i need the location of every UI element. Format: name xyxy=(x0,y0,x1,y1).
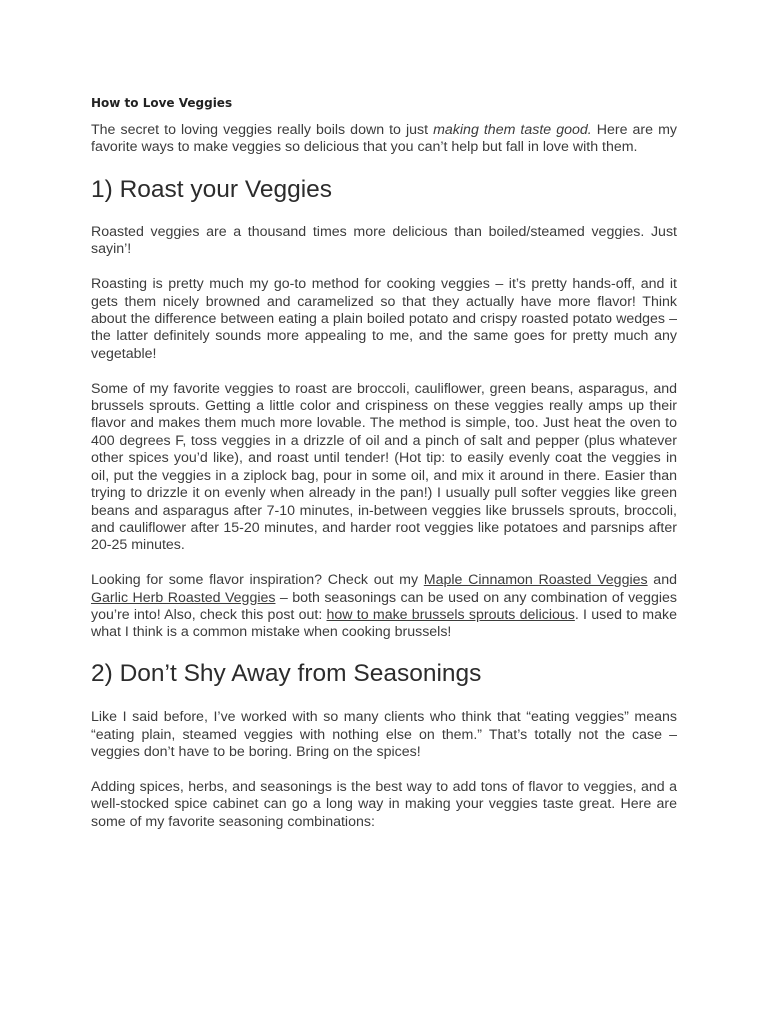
maple-cinnamon-link[interactable]: Maple Cinnamon Roasted Veggies xyxy=(423,572,648,589)
brussels-sprouts-link[interactable]: how to make brussels sprouts delicious xyxy=(326,607,575,624)
section-heading-seasonings: 2) Don’t Shy Away from Seasonings xyxy=(91,660,482,688)
intro-text-start: The secret to loving veggies really boils down to just xyxy=(91,122,434,138)
roast-paragraph-3: Some of my favorite veggies to roast are broccoli, cauliflower, green beans, asparagus, and brussels sprouts. Getting a little color and crispiness on these veggies really amps up their flavor and makes them much more lovable. The method is simple, too. Just heat the oven to 400 degrees F, toss veggies in a drizzle of oil and a pinch of salt and pepper (plus whatever other spices you’d like), and roast until tender! (Hot tip: to easily evenly coat the veggies in oil, put the veggies in a ziplock bag, pour in some oil, and mix it around in there. Easier than trying to drizzle it on evenly when already in the pan!) I usually pull softer veggies like green beans and asparagus after 7-10 minutes, in-between veggies like brussels sprouts, broccoli, and cauliflower after 15-20 minutes, and harder root veggies like potatoes and parsnips after 20-25 minutes. xyxy=(91,380,677,554)
roast-p4-text-4: . I used to make what I think is a common mistake when cooking brussels! xyxy=(91,607,677,641)
intro-emphasis: making them taste good. xyxy=(433,122,592,138)
document-page xyxy=(91,95,677,849)
intro-text-end: Here are my favorite ways to make veggies so delicious that you can’t help but fall in love with them. xyxy=(91,122,677,156)
roast-paragraph-2: Roasting is pretty much my go-to method for cooking veggies – it’s pretty hands-off, and it gets them nicely browned and caramelized so that they actually have more flavor! Think about the difference between eating a plain boiled potato and crispy roasted potato wedges – the latter definitely sounds more appealing to me, and the same goes for pretty much any vegetable! xyxy=(91,276,677,362)
roast-paragraph-4 xyxy=(91,572,677,642)
seasonings-paragraph-2: Adding spices, herbs, and seasonings is the best way to add tons of flavor to veggies, and a well-stocked spice cabinet can go a long way in making your veggies taste great. Here are some of my favorite seasoning combinations: xyxy=(91,779,677,830)
roast-p4-text-2: and xyxy=(647,572,677,589)
roast-p4-text-3: – both seasonings can be used on any combination of veggies you’re into! Also, check this post out: xyxy=(91,589,677,624)
roast-p4-text-1: Looking for some flavor inspiration? Check out my xyxy=(91,572,424,589)
intro-paragraph xyxy=(91,122,677,157)
seasonings-paragraph-1: Like I said before, I’ve worked with so many clients who think that “eating veggies” means “eating plain, steamed veggies with nothing else on them.” That’s totally not the case – veggies don’t have to be boring. Bring on the spices! xyxy=(91,709,677,761)
roast-paragraph-1: Roasted veggies are a thousand times more delicious than boiled/steamed veggies. Just sayin’! xyxy=(91,223,677,258)
document-title: How to Love Veggies xyxy=(91,96,233,110)
section-heading-roast: 1) Roast your Veggies xyxy=(91,175,333,203)
garlic-herb-link[interactable]: Garlic Herb Roasted Veggies xyxy=(91,589,276,606)
